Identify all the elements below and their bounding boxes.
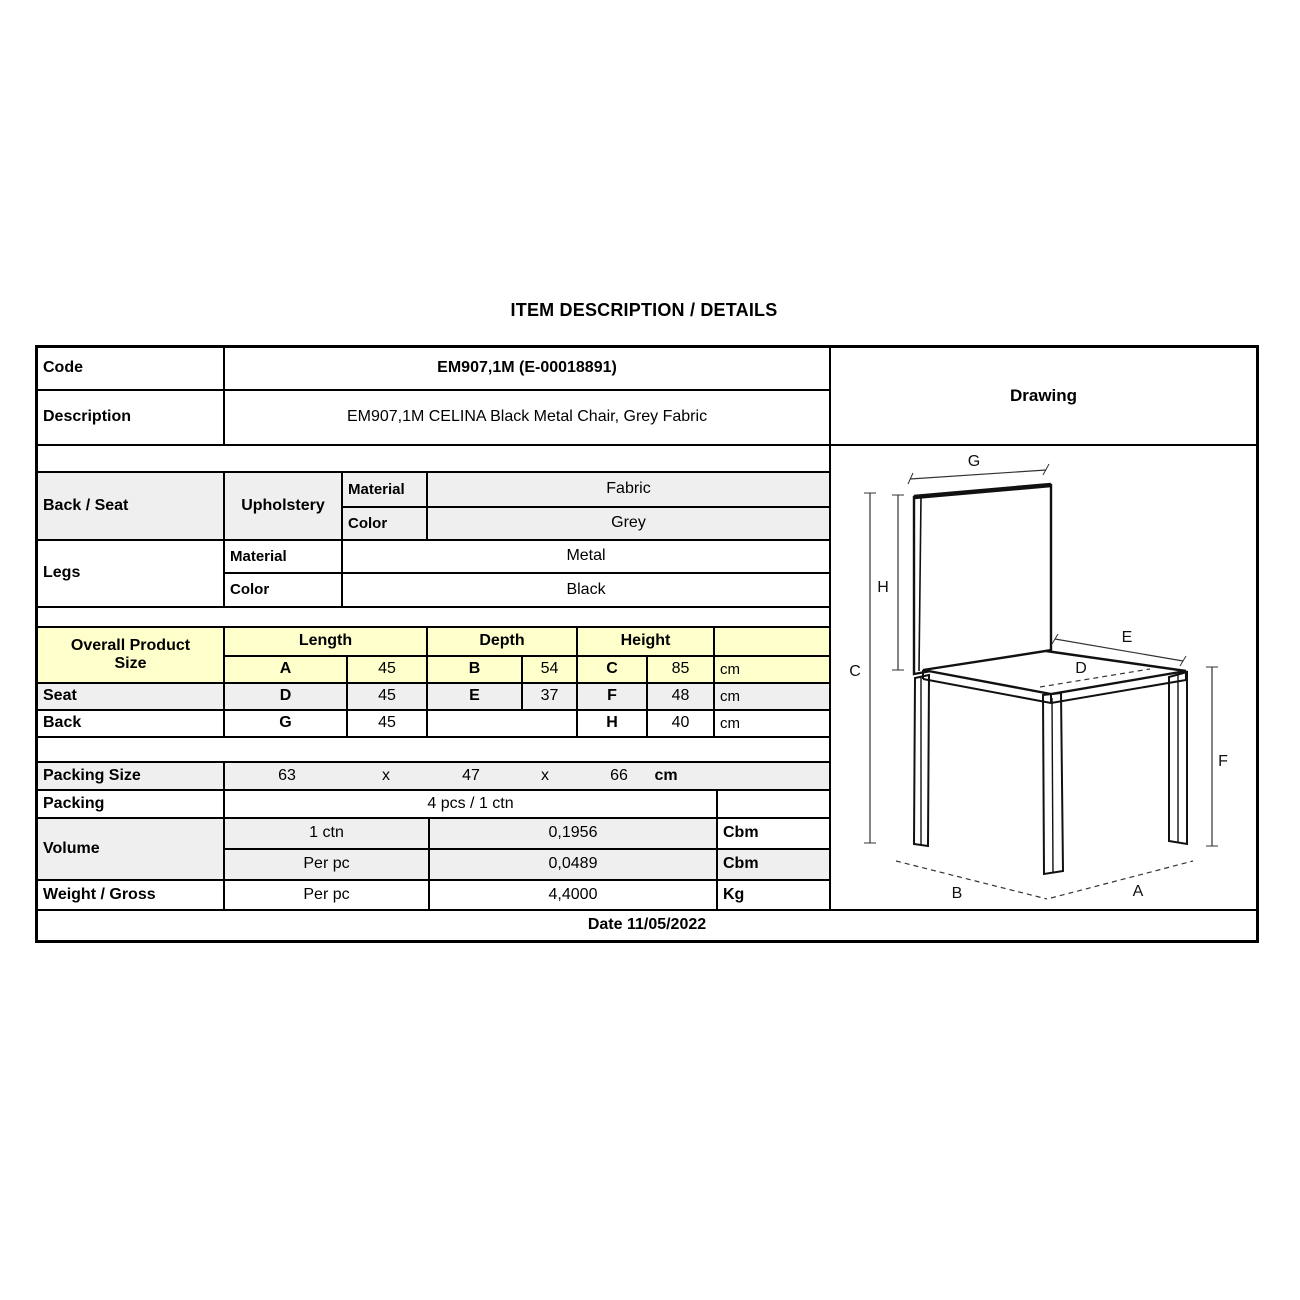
dim-label-f: F <box>1218 753 1228 770</box>
drawing-header: Drawing <box>831 348 1256 446</box>
volume-row1-key: 1 ctn <box>225 819 430 850</box>
packing-size-label: Packing Size <box>38 763 225 791</box>
volume-row2-value: 0,0489 <box>430 850 718 881</box>
chair-drawing <box>831 446 1256 911</box>
header-unit-empty <box>715 628 831 657</box>
code-value: EM907,1M (E-00018891) <box>225 348 831 391</box>
packing-size-v1: 63 <box>278 766 296 784</box>
header-length: Length <box>225 628 428 657</box>
volume-label: Volume <box>38 819 225 881</box>
upholstery-material-value: Fabric <box>428 473 831 508</box>
weight-key: Per pc <box>225 881 430 911</box>
packing-size-unit: cm <box>654 766 678 784</box>
legs-material-value: Metal <box>343 541 831 574</box>
back-unit: cm <box>715 711 831 738</box>
back-seat-label: Back / Seat <box>38 473 225 541</box>
seat-height-value: 48 <box>648 684 715 711</box>
volume-row1-value: 0,1956 <box>430 819 718 850</box>
header-depth: Depth <box>428 628 578 657</box>
dim-label-a: A <box>1132 883 1144 900</box>
overall-depth-value: 54 <box>523 657 578 684</box>
packing-size-x1: x <box>382 766 390 784</box>
code-label: Code <box>38 348 225 391</box>
packing-size-x2: x <box>541 766 549 784</box>
weight-value: 4,4000 <box>430 881 718 911</box>
seat-unit: cm <box>715 684 831 711</box>
packing-size-value <box>225 763 831 791</box>
packing-empty <box>718 791 831 819</box>
spacer-row-1 <box>38 446 831 473</box>
overall-length-value: 45 <box>348 657 428 684</box>
overall-size-label-line2: Size <box>114 655 147 672</box>
back-length-key: G <box>225 711 348 738</box>
seat-length-key: D <box>225 684 348 711</box>
dim-label-h: H <box>877 579 889 596</box>
packing-size-v3: 66 <box>610 766 628 784</box>
upholstery-color-value: Grey <box>428 508 831 541</box>
weight-label: Weight / Gross <box>38 881 225 911</box>
dim-label-g: G <box>967 453 981 470</box>
packing-label: Packing <box>38 791 225 819</box>
dim-label-d: D <box>1075 660 1087 677</box>
spacer-row-2 <box>38 608 831 628</box>
legs-color-label: Color <box>225 574 343 608</box>
overall-size-label <box>38 628 225 684</box>
description-label: Description <box>38 391 225 446</box>
back-height-value: 40 <box>648 711 715 738</box>
legs-label: Legs <box>38 541 225 608</box>
header-height: Height <box>578 628 715 657</box>
volume-row2-unit: Cbm <box>718 850 831 881</box>
legs-color-value: Black <box>343 574 831 608</box>
upholstery-material-label: Material <box>343 473 428 508</box>
overall-length-key: A <box>225 657 348 684</box>
overall-height-key: C <box>578 657 648 684</box>
dim-label-e: E <box>1121 629 1133 646</box>
upholstery-label: Upholstery <box>225 473 343 541</box>
back-height-key: H <box>578 711 648 738</box>
item-details-table <box>35 345 1259 943</box>
page-title: ITEM DESCRIPTION / DETAILS <box>510 300 778 320</box>
volume-row1-unit: Cbm <box>718 819 831 850</box>
overall-height-value: 85 <box>648 657 715 684</box>
seat-length-value: 45 <box>348 684 428 711</box>
back-depth-empty <box>428 711 578 738</box>
back-row-label: Back <box>38 711 225 738</box>
dim-label-c: C <box>849 663 861 680</box>
seat-depth-key: E <box>428 684 523 711</box>
weight-unit: Kg <box>718 881 831 911</box>
seat-depth-value: 37 <box>523 684 578 711</box>
packing-size-v2: 47 <box>462 766 480 784</box>
back-length-value: 45 <box>348 711 428 738</box>
overall-unit: cm <box>715 657 831 684</box>
seat-row-label: Seat <box>38 684 225 711</box>
volume-row2-key: Per pc <box>225 850 430 881</box>
overall-size-label-line1: Overall Product <box>70 636 191 654</box>
spacer-row-3 <box>38 738 831 763</box>
dim-label-b: B <box>951 885 963 902</box>
upholstery-color-label: Color <box>343 508 428 541</box>
description-value: EM907,1M CELINA Black Metal Chair, Grey Fabric <box>225 391 831 446</box>
packing-value: 4 pcs / 1 ctn <box>225 791 718 819</box>
seat-height-key: F <box>578 684 648 711</box>
legs-material-label: Material <box>225 541 343 574</box>
overall-depth-key: B <box>428 657 523 684</box>
date-row: Date 11/05/2022 <box>38 911 1256 940</box>
drawing-canvas <box>831 446 1256 911</box>
